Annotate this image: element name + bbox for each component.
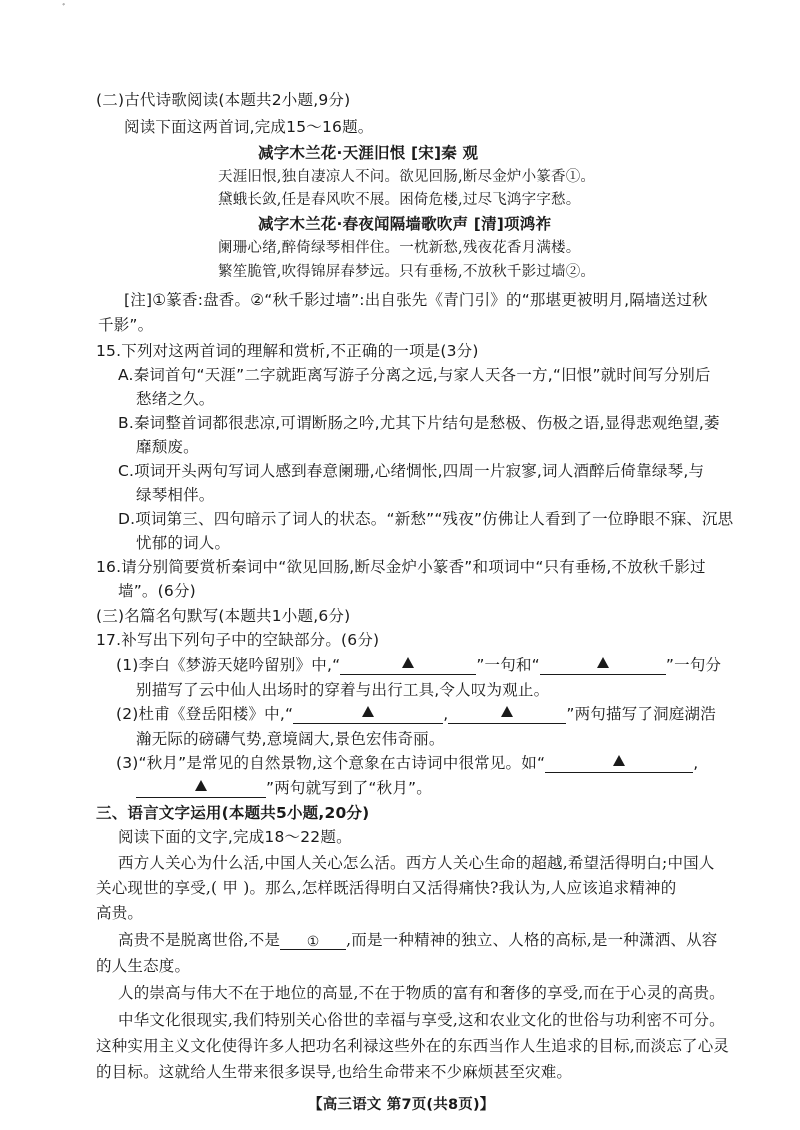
q17-item1 [116, 655, 721, 675]
note-line2: 千影”。 [98, 316, 154, 334]
passage-p4-line2: 这种实用主义文化使得许多人把功名利禄这些外在的东西当作人生追求的目标,而淡忘了心灵 [96, 1037, 730, 1055]
q17-item1-cont: 别描写了云中仙人出场时的穿着与出行工具,令人叹为观止。 [136, 681, 550, 699]
q17-item1-text-b: ”一句和“ [476, 656, 540, 674]
passage-p1-line2: 关心现世的享受,( 甲 )。那么,怎样既活得明白又活得痛快?我认为,人应该追求精神的 [96, 879, 677, 897]
section3-title: (三)名篇名句默写(本题共1小题,6分) [96, 607, 351, 625]
q17-item2-text-c: ”两句描写了洞庭湖浩 [566, 705, 716, 723]
passage-p4-line1: 中华文化很现实,我们特别关心俗世的幸福与享受,这和农业文化的世俗与功利密不可分。 [118, 1011, 725, 1029]
triangle-icon [613, 755, 625, 766]
triangle-icon [501, 706, 513, 717]
triangle-icon [362, 706, 374, 717]
answer-blank[interactable] [293, 705, 443, 724]
q17-item3-text-c: ”两句就写到了“秋月”。 [266, 779, 432, 797]
triangle-icon [402, 657, 414, 668]
blank-number: ① [306, 934, 320, 950]
note-line1: [注]①篆香:盘香。②“秋千影过墙”:出自张先《青门引》的“那堪更被明月,隔墙送过秋 [124, 291, 708, 309]
q15-option-c-cont: 绿琴相伴。 [136, 486, 215, 504]
q15-option-d-cont: 忧郁的词人。 [136, 534, 231, 552]
q15-option-c: C.项词开头两句写词人感到春意阑珊,心绪惆怅,四周一片寂寥,词人酒醉后倚靠绿琴,与 [118, 462, 705, 480]
section2-title: (二)古代诗歌阅读(本题共2小题,9分) [96, 91, 351, 109]
answer-blank[interactable] [545, 754, 693, 773]
poem2-line2: 繁笙脆管,吹得锦屏春梦远。只有垂杨,不放秋千影过墙②。 [218, 264, 596, 280]
q17-item3-cont [136, 778, 432, 798]
poem2-title: 减字木兰花·春夜闻隔墙歌吹声 [清]项鸿祚 [258, 215, 552, 233]
poem2-line1: 阑珊心绪,醉倚绿琴相伴住。一枕新愁,残夜花香月满楼。 [218, 240, 581, 256]
answer-blank[interactable] [448, 705, 566, 724]
passage-p2-text-b: ,而是一种精神的独立、人格的高标,是一种潇洒、从容 [346, 931, 718, 949]
part3-title: 三、语言文字运用(本题共5小题,20分) [96, 804, 370, 822]
instruction-poems: 阅读下面这两首词,完成15～16题。 [124, 118, 374, 136]
poem1-line2: 黛蛾长敛,任是春风吹不展。困倚危楼,过尽飞鸿字字愁。 [218, 192, 581, 208]
passage-p3-line1: 人的崇高与伟大不在于地位的高显,不在于物质的富有和奢侈的享受,而在于心灵的高贵。 [118, 984, 725, 1002]
passage-p2-line1 [118, 930, 718, 950]
q17-item2 [116, 704, 716, 724]
poem1-line1: 天涯旧恨,独自凄凉人不问。欲见回肠,断尽金炉小篆香①。 [218, 169, 596, 185]
q15-option-b: B.秦词整首词都很悲凉,可谓断肠之吟,尤其下片结句是愁极、伤极之语,显得悲观绝望,萎 [118, 414, 720, 432]
q15-option-b-cont: 靡颓废。 [136, 438, 199, 456]
passage-p1-line1: 西方人关心为什么活,中国人关心怎么活。西方人关心生命的超越,希望活得明白;中国人 [118, 854, 715, 872]
passage-p1-line3: 高贵。 [96, 904, 144, 922]
q15-option-a-cont: 愁绪之久。 [136, 390, 215, 408]
triangle-icon [597, 657, 609, 668]
q17-item2-text-a: (2)杜甫《登岳阳楼》中,“ [116, 705, 294, 723]
scan-mark: ﾞ [62, 4, 67, 15]
passage-p2-line2: 的人生态度。 [96, 957, 191, 975]
answer-blank[interactable] [340, 656, 476, 675]
q17-item2-text-b: , [443, 705, 449, 723]
passage-p2-text-a: 高贵不是脱离世俗,不是 [118, 931, 281, 949]
q15-option-d: D.项词第三、四句暗示了词人的状态。“新愁”“残夜”仿佛让人看到了一位睁眼不寐、沉思 [118, 510, 734, 528]
answer-blank[interactable] [540, 656, 666, 675]
page-footer: 【高三语文 第7页(共8页)】 [308, 1097, 495, 1113]
q17-item3 [116, 753, 698, 773]
triangle-icon [195, 780, 207, 791]
q17-item3-text-a: (3)“秋月”是常见的自然景物,这个意象在古诗词中很常见。如“ [116, 754, 546, 772]
q17-item2-cont: 瀚无际的磅礴气势,意境阔大,景色宏伟奇丽。 [136, 730, 445, 748]
q16-stem-cont: 墙”。(6分) [118, 582, 196, 600]
q16-stem: 16.请分别简要赏析秦词中“欲见回肠,断尽金炉小篆香”和项词中“只有垂杨,不放秋千影过 [96, 558, 706, 576]
q17-item3-text-b: , [693, 754, 699, 772]
answer-blank[interactable] [136, 779, 266, 798]
poem1-title: 减字木兰花·天涯旧恨 [宋]秦 观 [258, 144, 479, 162]
answer-blank[interactable] [280, 931, 346, 950]
q15-option-a: A.秦词首句“天涯”二字就距离写游子分离之远,与家人天各一方,“旧恨”就时间写分别后 [118, 366, 711, 384]
q17-item1-text-a: (1)李白《梦游天姥吟留别》中,“ [116, 656, 341, 674]
q15-stem: 15.下列对这两首词的理解和赏析,不正确的一项是(3分) [96, 342, 479, 360]
passage-p4-line3: 的目标。这就给人生带来很多误导,也给生命带来不少麻烦甚至灾难。 [96, 1063, 573, 1081]
q17-stem: 17.补写出下列句子中的空缺部分。(6分) [96, 631, 380, 649]
instruction-passage: 阅读下面的文字,完成18～22题。 [118, 828, 352, 846]
q17-item1-text-c: ”一句分 [665, 656, 722, 674]
